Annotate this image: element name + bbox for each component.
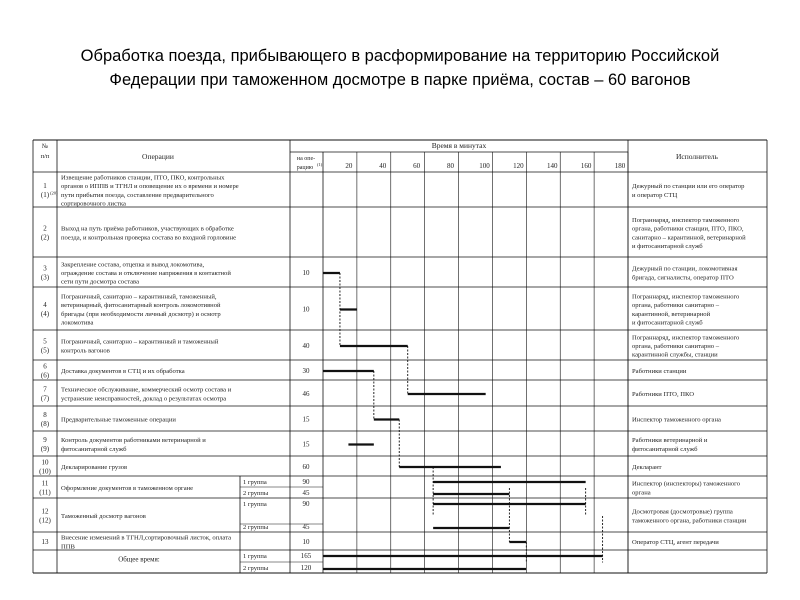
operation-header: Операции (142, 152, 174, 161)
row-number: 3 (43, 264, 47, 273)
operation-text: сети пути досмотра состава (61, 278, 139, 286)
minutes-value: 165 (300, 552, 312, 560)
operation-text: Декларирование грузов (61, 464, 128, 471)
executor-text: таможенного органа, работники станции (632, 517, 747, 525)
x-tick-label: 120 (513, 162, 524, 170)
minutes-value: 10 (302, 305, 310, 314)
minutes-value: 15 (302, 440, 310, 449)
minutes-value: 60 (302, 463, 310, 471)
operation-text: бригады (при необходимости личный досмотр) и осмотр (61, 310, 221, 318)
title-line-1: Обработка поезда, прибывающего в расформирование на территорию Российской (80, 47, 720, 65)
per-op-header: на опе- (296, 156, 316, 162)
minutes-value: 45 (302, 523, 310, 531)
row-number: 7 (43, 385, 47, 394)
operation-text: Таможенный досмотр вагонов (61, 513, 146, 520)
group-label: 1 группа (243, 501, 267, 508)
x-tick-label: 20 (345, 162, 353, 170)
per-op-header-sup: (1) (317, 162, 323, 167)
row-number: 1 (43, 182, 47, 191)
executor-text: карантинной, ветеринарной (632, 310, 711, 318)
operation-text: поезда, и контрольная проверка состава во входной горловине (61, 234, 237, 242)
operation-text: контроль вагонов (61, 347, 110, 355)
executor-text: Дежурный по станции, локомотивная (632, 265, 738, 273)
group-label: 1 группа (243, 479, 267, 486)
row-number: 10 (41, 458, 49, 467)
executor-text: Пограннаряд, инспектор таможенного (632, 217, 740, 225)
x-tick-label: 180 (614, 162, 626, 170)
executor-text: Работники ветеринарной и (632, 437, 708, 445)
executor-text: бригада, сигналисты, оператор ПТО (632, 274, 734, 282)
executor-text: органа, работники станции, ПТО, ПКО, (632, 225, 744, 233)
row-number: (6) (40, 371, 50, 380)
operation-text: Закрепление состава, отцепка и вывод локомотива, (61, 261, 205, 269)
executor-text: и оператор СТЦ (632, 191, 678, 199)
executor-text: Пограннаряд, инспектор таможенного (632, 334, 740, 342)
row-number: (9) (40, 444, 50, 453)
executor-header: Исполнитель (676, 152, 718, 161)
executor-text: карантинной службы, станции (632, 351, 718, 359)
minutes-value: 15 (302, 415, 310, 424)
operation-text: Техническое обслуживание, коммерческий осмотр состава и (61, 386, 232, 394)
operation-text: Внесение изменений в ТГНЛ,сортировочный листок, оплата (61, 534, 232, 542)
executor-text: Работники ПТО, ПКО (632, 391, 694, 398)
title-line-2: Федерации при таможенном досмотре в парке приёма, состав – 60 вагонов (109, 71, 691, 89)
row-number: 9 (43, 436, 47, 445)
minutes-value: 30 (302, 367, 310, 375)
row-number: (2) (40, 233, 50, 242)
executor-text: Дежурный по станции или его оператор (632, 183, 745, 191)
operation-text: ветеринарный, фитосанитарный контроль локомотивной (61, 302, 221, 310)
operation-text: Предварительные таможенные операции (61, 416, 176, 424)
executor-text: Работники станции (632, 368, 687, 375)
row-number: (10) (39, 467, 51, 476)
operation-text: локомотива (61, 319, 94, 327)
executor-text: Инспектор (инспекторы) таможенного (632, 480, 741, 488)
x-tick-label: 140 (546, 162, 558, 170)
minutes-value: 90 (302, 500, 310, 508)
executor-text: Досмотровая (досмотровые) группа (632, 508, 733, 516)
executor-text: органа, работники санитарно – (632, 302, 720, 310)
executor-text: Декларант (632, 464, 662, 471)
executor-text: Оператор СТЦ, агент передачи (632, 539, 719, 546)
row-number: 8 (43, 411, 47, 420)
operation-text: Извещение работников станции, ПТО, ПКО, контрольных (61, 174, 225, 182)
row-number: (3) (40, 273, 50, 282)
num-header: № (41, 143, 49, 150)
group-label: 2 группы (243, 565, 269, 572)
operation-text: устранение неисправностей, доклад о результатах осмотра (61, 395, 227, 403)
executor-text: Пограннаряд, инспектор таможенного (632, 293, 740, 301)
minutes-value: 10 (302, 269, 310, 277)
row-number: (4) (40, 309, 50, 318)
x-tick-label: 160 (580, 162, 592, 170)
row-number: 6 (43, 362, 47, 371)
executor-text: санитарно – карантинной, ветеринарной (632, 234, 746, 242)
row-number: (7) (40, 394, 50, 403)
executor-text: органа, работники санитарно – (632, 343, 720, 350)
minutes-value: 40 (302, 342, 310, 350)
total-label: Общее время: (118, 555, 160, 564)
minutes-value: 45 (302, 489, 310, 497)
minutes-value: 46 (302, 390, 310, 398)
row-number: (8) (40, 419, 50, 428)
row-number: 4 (43, 301, 47, 310)
row-number: 11 (41, 479, 49, 488)
x-tick-label: 100 (479, 162, 490, 170)
operation-text: органов о ИППВ и ТГНЛ и оповещение их о времени и номере (61, 183, 239, 191)
operation-text: Оформление документов в таможенном органе (61, 485, 194, 492)
operation-text: ограждение состава и отключение напряжения в контактной (61, 270, 231, 277)
operation-text: Пограничный, санитарно – карантинный и таможенный (61, 338, 219, 346)
group-label: 2 группы (243, 524, 269, 531)
minutes-value: 120 (300, 564, 312, 572)
group-label: 2 группы (243, 490, 269, 497)
operation-text: Выход на путь приёма работников, участвующих в обработке (61, 225, 234, 233)
row-number: 2 (43, 224, 47, 233)
operation-text: Контроль документов работниками ветеринарной и (61, 437, 206, 445)
operation-text: сортировочного листка (61, 200, 126, 208)
x-tick-label: 80 (447, 162, 455, 170)
row-number: 12 (41, 507, 49, 516)
row-number: (12) (39, 516, 51, 525)
operation-text: Доставка документов в СТЦ и их обработка (61, 368, 185, 375)
group-label: 1 группа (243, 553, 267, 560)
executor-text: органа (632, 489, 651, 497)
per-op-header: рацию (296, 165, 314, 171)
operation-text: фитосанитарной служб (61, 445, 127, 453)
executor-text: фитосанитарной служб (632, 445, 698, 453)
row-number: (1) (40, 190, 50, 199)
row-number: 13 (41, 538, 49, 546)
executor-text: Инспектор таможенного органа (632, 416, 721, 424)
operation-text: Пограничный, санитарно – карантинный, таможенный, (61, 293, 217, 301)
num-header: п/п (40, 153, 50, 160)
minutes-value: 10 (302, 538, 310, 546)
row-number: (11) (39, 488, 51, 497)
executor-text: и фитосанитарной служб (632, 242, 703, 250)
x-tick-label: 60 (413, 162, 421, 170)
row-number-sup: (20) (50, 190, 58, 196)
operation-text: пути прибытия поезда, составление предварительного (61, 191, 214, 199)
minutes-value: 90 (302, 478, 310, 486)
operation-text: ППВ (61, 543, 75, 551)
time-header: Время в минутах (431, 141, 487, 150)
executor-text: и фитосанитарной служб (632, 319, 703, 327)
x-tick-label: 40 (379, 162, 387, 170)
row-number: (5) (40, 346, 50, 355)
row-number: 5 (43, 337, 47, 346)
